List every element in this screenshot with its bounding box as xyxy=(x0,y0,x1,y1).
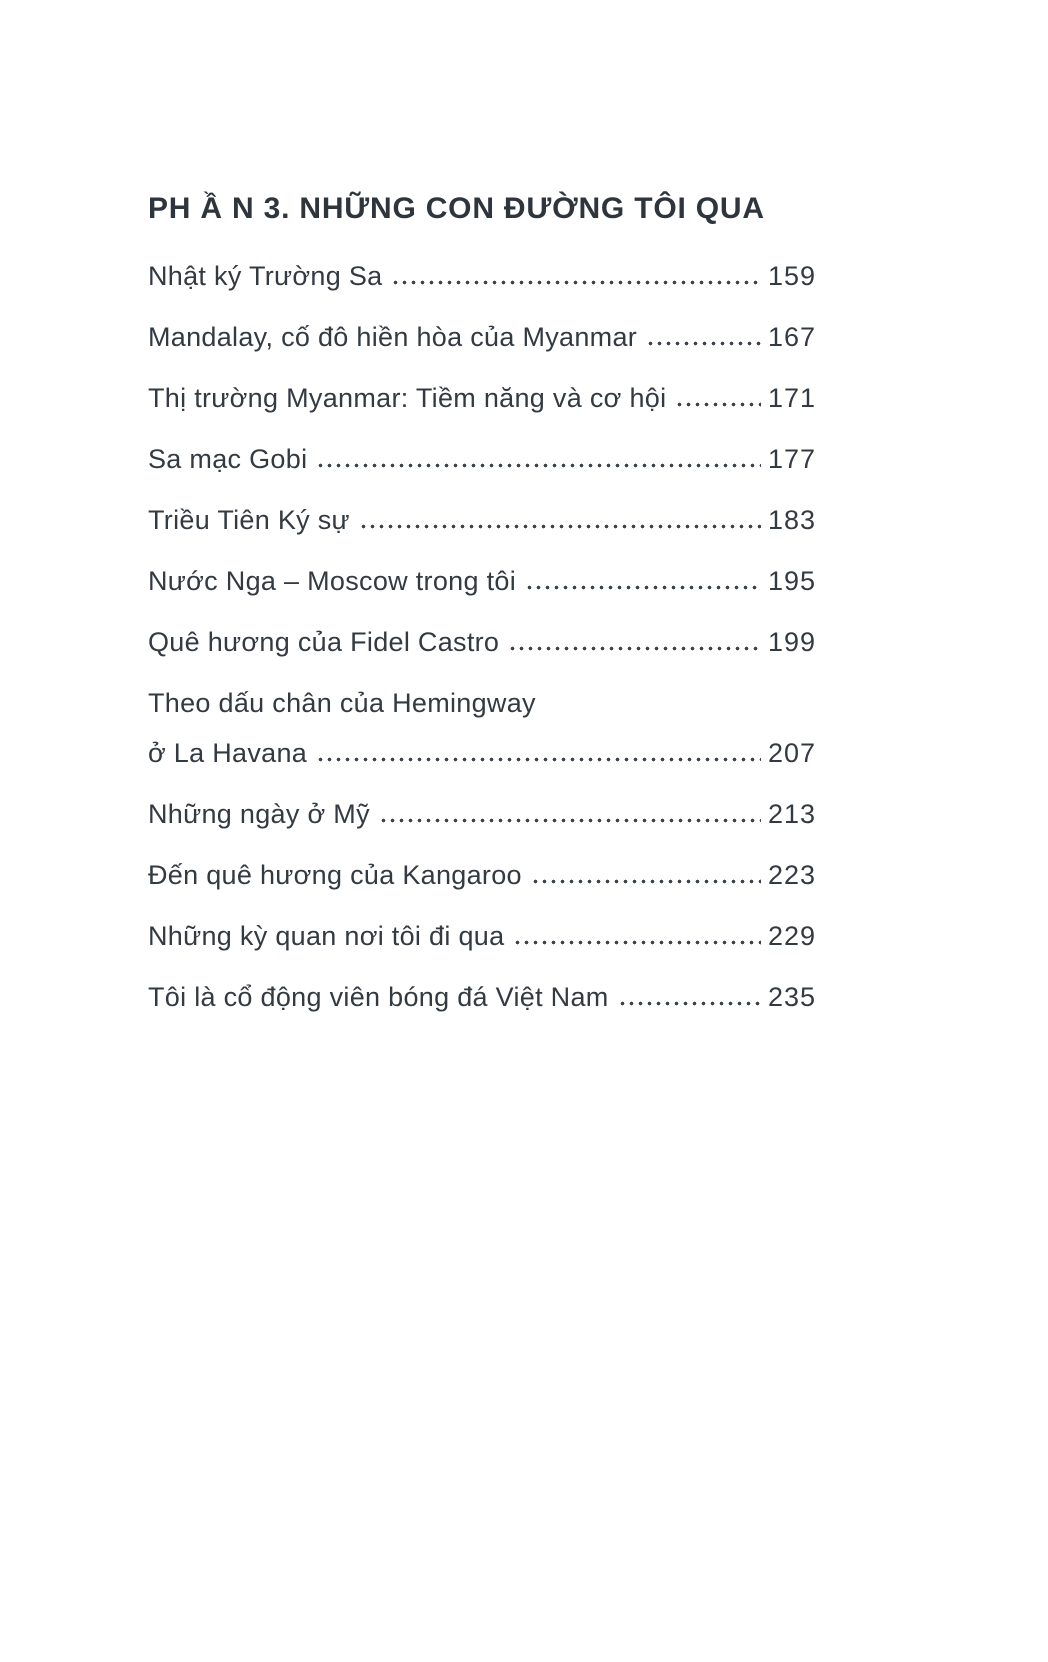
toc-entry-title: Mandalay, cố đô hiền hòa của Myanmar xyxy=(148,322,638,352)
toc-entry-title: Triều Tiên Ký sự xyxy=(148,505,350,535)
toc-entry-title: Đến quê hương của Kangaroo xyxy=(148,860,522,890)
toc-entry-title: ở La Havana xyxy=(148,738,308,768)
toc-entry xyxy=(148,922,816,950)
toc-line xyxy=(148,567,816,595)
toc-list xyxy=(148,262,816,1011)
toc-page-number: 171 xyxy=(767,383,816,413)
toc-entry-title: Những ngày ở Mỹ xyxy=(148,799,370,829)
toc-page-number: 235 xyxy=(767,982,816,1012)
toc-line xyxy=(148,445,816,473)
section-header: PH Ầ N 3. NHỮNG CON ĐƯỜNG TÔI QUA xyxy=(148,192,765,225)
toc-entry xyxy=(148,506,816,534)
toc-page-number: 229 xyxy=(767,921,816,951)
toc-entry xyxy=(148,323,816,351)
toc-page-number: 195 xyxy=(767,566,816,596)
toc-entry-title: Nước Nga – Moscow trong tôi xyxy=(148,566,517,596)
toc-entry xyxy=(148,983,816,1011)
toc-entry xyxy=(148,445,816,473)
toc-page-number: 207 xyxy=(767,738,816,768)
toc-dot-leader xyxy=(379,818,761,823)
toc-page-number: 183 xyxy=(767,505,816,535)
toc-dot-leader xyxy=(316,757,761,762)
toc-line xyxy=(148,384,816,412)
toc-line xyxy=(148,922,816,950)
toc-dot-leader xyxy=(316,463,761,468)
toc-entry xyxy=(148,689,816,767)
toc-dot-leader xyxy=(675,402,761,407)
toc-line xyxy=(148,628,816,656)
toc-page-number: 223 xyxy=(767,860,816,890)
toc-entry xyxy=(148,800,816,828)
toc-entry xyxy=(148,861,816,889)
toc-entry xyxy=(148,384,816,412)
toc-dot-leader xyxy=(525,585,761,590)
toc-entry-title: Tôi là cổ động viên bóng đá Việt Nam xyxy=(148,982,609,1012)
toc-entry-title: Quê hương của Fidel Castro xyxy=(148,627,500,657)
toc-entry xyxy=(148,567,816,595)
toc-line xyxy=(148,689,816,717)
toc-dot-leader xyxy=(513,940,761,945)
toc-page-number: 177 xyxy=(767,444,816,474)
toc-line xyxy=(148,506,816,534)
toc-line xyxy=(148,800,816,828)
toc-entry xyxy=(148,628,816,656)
toc-dot-leader xyxy=(359,524,761,529)
toc-dot-leader xyxy=(646,341,761,346)
toc-page-number: 159 xyxy=(767,261,816,291)
toc-dot-leader xyxy=(531,879,761,884)
toc-line xyxy=(148,861,816,889)
toc-dot-leader xyxy=(391,280,760,285)
toc-line xyxy=(148,323,816,351)
toc-entry-title: Theo dấu chân của Hemingway xyxy=(148,688,536,718)
toc-page-number: 213 xyxy=(767,799,816,829)
toc-line xyxy=(148,739,816,767)
toc-entry-title: Những kỳ quan nơi tôi đi qua xyxy=(148,921,505,951)
toc-entry xyxy=(148,262,816,290)
toc-dot-leader xyxy=(618,1001,761,1006)
toc-line xyxy=(148,983,816,1011)
toc-dot-leader xyxy=(508,646,761,651)
toc-line xyxy=(148,262,816,290)
toc-entry-title: Nhật ký Trường Sa xyxy=(148,261,383,291)
toc-entry-title: Thị trường Myanmar: Tiềm năng và cơ hội xyxy=(148,383,667,413)
toc-entry-title: Sa mạc Gobi xyxy=(148,444,308,474)
toc-page-number: 199 xyxy=(767,627,816,657)
toc-page-number: 167 xyxy=(767,322,816,352)
